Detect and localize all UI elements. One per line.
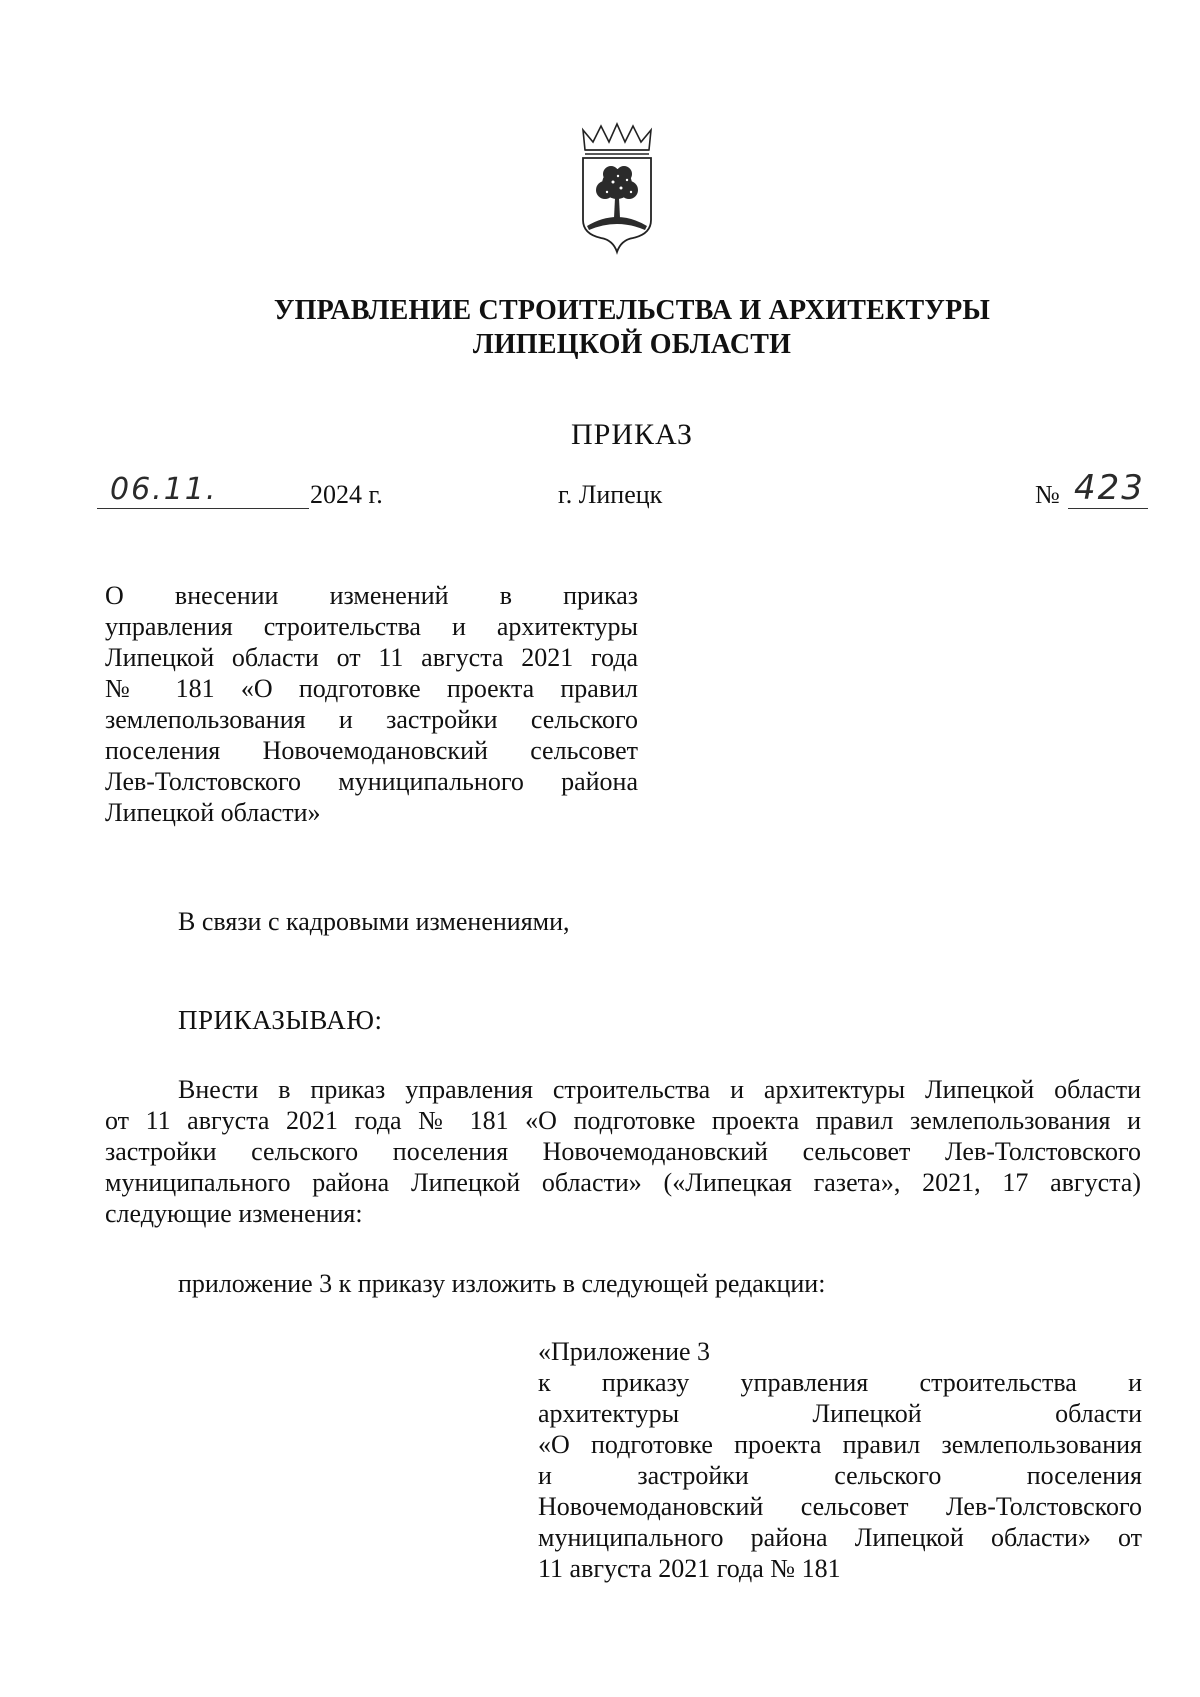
subject-line: Липецкой области от 11 августа 2021 года (105, 643, 638, 672)
appendix-line: «Приложение 3 (538, 1337, 711, 1366)
subject-line: землепользования и застройки сельского (105, 705, 638, 734)
reason-text: В связи с кадровыми изменениями, (178, 907, 570, 936)
body-line: Внести в приказ управления строительства и архитектуры Липецкой области (178, 1075, 1141, 1104)
handwritten-date: 06.11. (110, 472, 218, 507)
body-line: от 11 августа 2021 года № 181 «О подготовке проекта правил землепользования и (105, 1106, 1141, 1135)
appendix-line: «О подготовке проекта правил землепользования (538, 1430, 1142, 1459)
order-word: ПРИКАЗЫВАЮ: (178, 1005, 383, 1035)
coat-of-arms-emblem (577, 122, 657, 262)
document-year: 2024 г. (310, 480, 383, 509)
change-instruction: приложение 3 к приказу изложить в следующей редакции: (178, 1269, 826, 1298)
document-subject (105, 580, 638, 828)
subject-line: управления строительства и архитектуры (105, 612, 638, 641)
order-body (105, 1074, 1141, 1229)
appendix-line: 11 августа 2021 года № 181 (538, 1554, 841, 1583)
subject-line: Лев-Толстовского муниципального района (105, 767, 638, 796)
body-line: муниципального района Липецкой области» («Липецкая газета», 2021, 17 августа) (105, 1168, 1141, 1197)
appendix-line: и застройки сельского поселения (538, 1461, 1142, 1490)
subject-line: О внесении изменений в приказ (105, 581, 638, 610)
subject-line: Липецкой области» (105, 798, 321, 827)
appendix-header (538, 1336, 1142, 1584)
handwritten-number: 423 (1074, 468, 1145, 508)
subject-line: поселения Новочемодановский сельсовет (105, 736, 638, 765)
appendix-line: Новочемодановский сельсовет Лев-Толстовского (538, 1492, 1142, 1521)
appendix-line: архитектуры Липецкой области (538, 1399, 1142, 1428)
subject-line: № 181 «О подготовке проекта правил (105, 674, 638, 703)
org-name-line-1: УПРАВЛЕНИЕ СТРОИТЕЛЬСТВА И АРХИТЕКТУРЫ (273, 295, 991, 326)
appendix-line: муниципального района Липецкой области» от (538, 1523, 1142, 1552)
body-line: застройки сельского поселения Новочемодановский сельсовет Лев-Толстовского (105, 1137, 1141, 1166)
body-line: следующие изменения: (105, 1199, 363, 1228)
document-city: г. Липецк (558, 480, 663, 509)
appendix-line: к приказу управления строительства и (538, 1368, 1142, 1397)
document-type-title: ПРИКАЗ (571, 418, 693, 451)
number-sign: № (1035, 480, 1060, 509)
org-name-line-2: ЛИПЕЦКОЙ ОБЛАСТИ (472, 329, 792, 360)
